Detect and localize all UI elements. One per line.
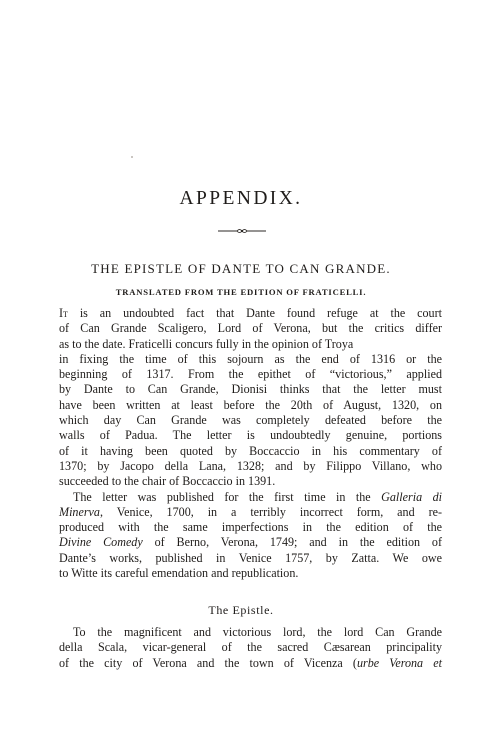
intro-line: walls of Padua. The letter is undoubtedly genuine, portions bbox=[59, 428, 442, 443]
italic-title: Divine Comedy bbox=[59, 535, 143, 550]
intro-line: have been written at least before the 20th of August, 1320, on bbox=[59, 397, 442, 412]
epistle-line: della Scala, vicar-general of the sacred Cæsarean principality bbox=[59, 640, 442, 655]
intro-line: succeeded to the chair of Boccaccio in 1391. bbox=[59, 474, 276, 489]
section-heading: The Epistle. bbox=[208, 603, 274, 617]
publication-line: to Witte its careful emendation and republication. bbox=[59, 566, 299, 581]
epistle-line bbox=[59, 656, 442, 671]
intro-line: of Can Grande Scaligero, Lord of Verona, but the critics differ bbox=[59, 321, 442, 336]
text-run: of the city of Verona and the town of Vicenza ( bbox=[59, 655, 357, 670]
intro-line: of it having been quoted by Boccaccio in his commentary of bbox=[59, 443, 442, 458]
epistle-title: THE EPISTLE OF DANTE TO CAN GRANDE. bbox=[91, 261, 391, 276]
intro-line: It is an undoubted fact that Dante found refuge at the court bbox=[59, 306, 442, 320]
intro-line: beginning of 1317. From the epithet of “victorious,” applied bbox=[59, 367, 442, 382]
ornament-divider-icon bbox=[218, 227, 266, 235]
text-run: The letter was published for the first time in the bbox=[73, 489, 382, 504]
epistle-line: To the magnificent and victorious lord, the lord Can Grande bbox=[73, 625, 442, 639]
translation-note: TRANSLATED FROM THE EDITION OF FRATICELLI. bbox=[115, 287, 367, 297]
drop-word: It bbox=[59, 306, 68, 320]
appendix-heading: APPENDIX. bbox=[179, 188, 303, 209]
italic-phrase: urbe Verona et bbox=[356, 655, 442, 670]
intro-line: in fixing the time of this sojourn as the end of 1316 or the bbox=[59, 351, 442, 366]
intro-line: 1370; by Jacopo della Lana, 1328; and by Filippo Villano, who bbox=[59, 458, 442, 473]
publication-line: produced with the same imperfections in the edition of the bbox=[59, 520, 442, 535]
intro-line: which day Can Grande was completely defeated before the bbox=[59, 413, 442, 428]
intro-line: as to the date. Fraticelli concurs fully in the opinion of Troya bbox=[59, 336, 354, 351]
italic-title: Galleria di bbox=[381, 489, 442, 504]
page-speck bbox=[131, 156, 133, 158]
italic-title: Minerva bbox=[59, 504, 100, 519]
text-run: , Venice, 1700, in a terribly incorrect form, and re- bbox=[99, 504, 442, 519]
publication-line bbox=[59, 535, 442, 550]
publication-line bbox=[59, 505, 442, 520]
intro-text bbox=[59, 306, 442, 581]
publication-line bbox=[59, 490, 442, 505]
text-run: of Berno, Verona, 1749; and in the edition of bbox=[142, 535, 443, 550]
epistle-text bbox=[59, 625, 442, 671]
publication-line: Dante’s works, published in Venice 1757, by Zatta. We owe bbox=[59, 550, 442, 565]
intro-line: by Dante to Can Grande, Dionisi thinks that the letter must bbox=[59, 382, 442, 397]
